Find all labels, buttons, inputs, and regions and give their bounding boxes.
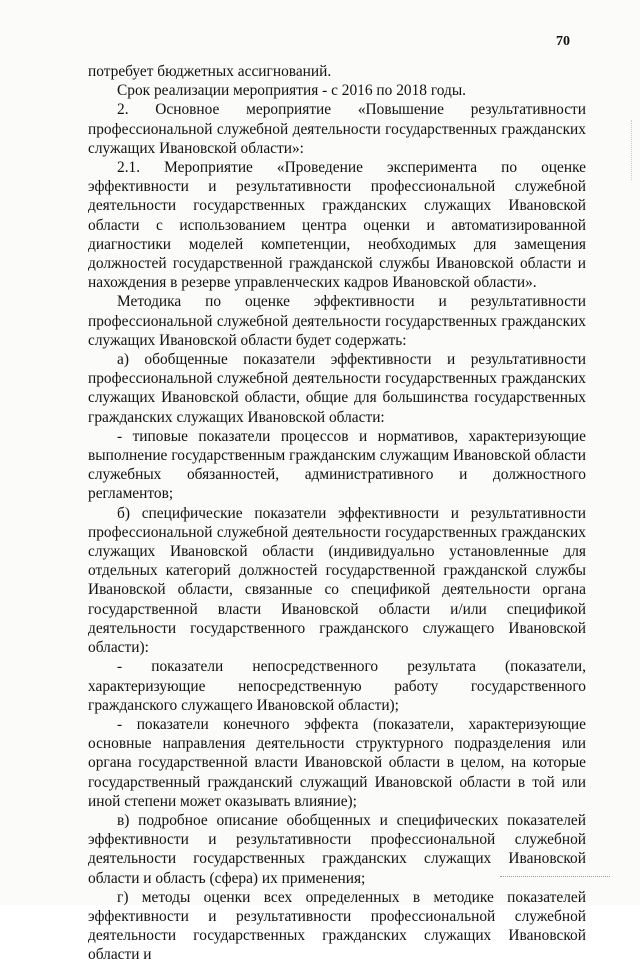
paragraph: - типовые показатели процессов и нормативов, характеризующие выполнение государственным гражданским служащим Ивановской области служебных обязанностей, административного и должностного регламентов; bbox=[88, 427, 586, 503]
page-number: 70 bbox=[556, 34, 570, 49]
paragraph: Методика по оценке эффективности и результативности профессиональной служебной деятельности государственных гражданских служащих Ивановской области будет содержать: bbox=[88, 293, 586, 349]
paragraph: а) обобщенные показатели эффективности и результативности профессиональной служебной деятельности государственных гражданских служащих Ивановской области, общие для большинства государственных гражданских служащих Ивановской области: bbox=[88, 351, 586, 426]
paragraph: 2.1. Мероприятие «Проведение эксперимента по оценке эффективности и результативности профессиональной служебной деятельности государственных гражданских служащих Ивановской области с использованием центра оценки и автоматизированной диагностики моделей компетенции, необходимых для замещения должностей государственной гражданской службы Ивановской области и нахождения в резерве управленческих кадров Ивановской области». bbox=[88, 159, 586, 292]
paragraph: б) специфические показатели эффективности и результативности профессиональной служебной деятельности государственных гражданских служащих Ивановской области (индивидуально установленные для отдельных категорий должностей государственной гражданской службы Ивановской области, связанные со спецификой деятельности органа государственной власти Ивановской области и/или спецификой деятельности государственного гражданского служащего Ивановской области): bbox=[88, 504, 586, 657]
paragraph: в) подробное описание обобщенных и специфических показателей эффективности и результативности профессиональной служебной деятельности государственных гражданских служащих Ивановской области и область (сфера) их применения; bbox=[88, 811, 586, 887]
paragraph: потребует бюджетных ассигнований. bbox=[88, 63, 332, 80]
paragraph: 2. Основное мероприятие «Повышение результативности профессиональной служебной деятельности государственных гражданских служащих Ивановской области»: bbox=[88, 101, 586, 157]
scan-artifact bbox=[631, 120, 634, 180]
document-body bbox=[88, 62, 586, 965]
paragraph: - показатели непосредственного результата (показатели, характеризующие непосредственную работу государственного гражданского служащего Ивановской области); bbox=[88, 658, 586, 714]
paragraph: Срок реализации мероприятия - с 2016 по 2018 годы. bbox=[117, 82, 467, 100]
paragraph: - показатели конечного эффекта (показатели, характеризующие основные направления деятельности структурного подразделения или органа государственной власти Ивановской области в целом, на которые государственный гражданский служащий Ивановской области в той или иной степени может оказывать влияние); bbox=[88, 715, 586, 810]
scan-artifact bbox=[500, 876, 610, 877]
paragraph: г) методы оценки всех определенных в методике показателей эффективности и результативности профессиональной служебной деятельности государственных гражданских служащих Ивановской области и bbox=[88, 888, 586, 964]
